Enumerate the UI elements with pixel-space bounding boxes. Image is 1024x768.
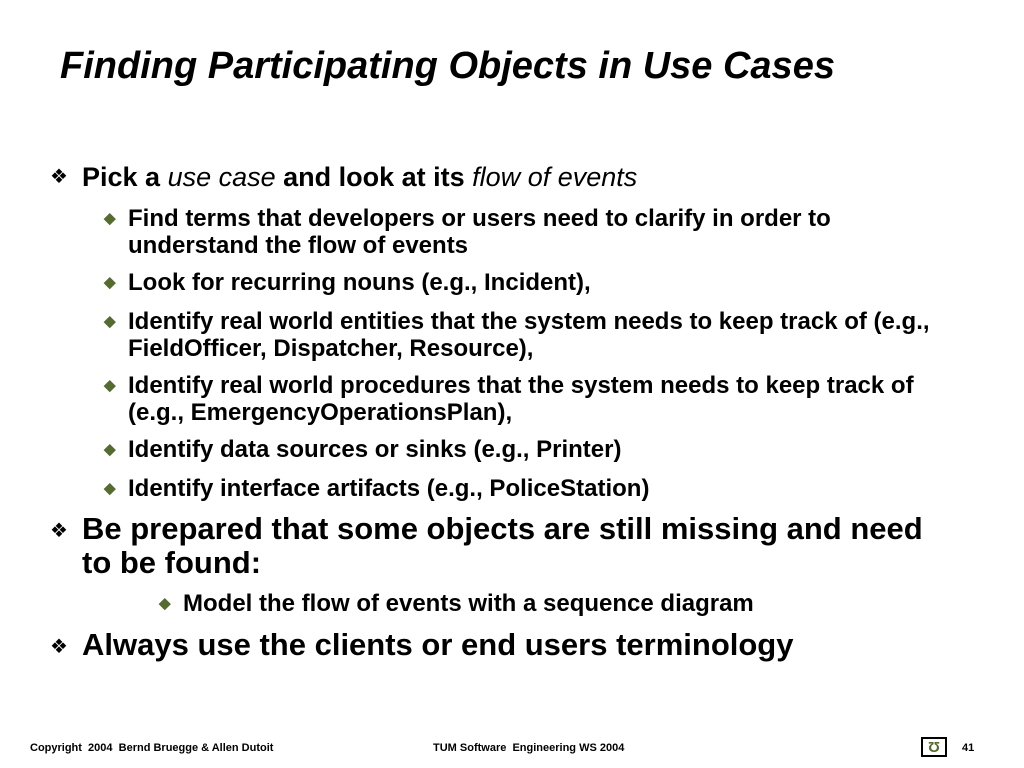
diamond-icon: ◆ — [104, 313, 116, 330]
sub-bullet-text: Find terms that developers or users need to clarify in order to understand the flow of events — [128, 205, 831, 259]
diamond-icon: ◆ — [104, 480, 116, 497]
diamond-icon: ◆ — [104, 210, 116, 227]
sub-bullet-interface-artifacts — [104, 475, 958, 502]
sub-bullet-find-terms — [104, 205, 958, 259]
bullet-text-bold: Pick a — [82, 162, 168, 192]
sub-bullet-real-world-procedures — [104, 372, 958, 426]
sub-bullet-text: Identify interface artifacts (e.g., PoliceStation) — [128, 475, 650, 502]
page-number: 41 — [962, 742, 975, 754]
sub-bullet-text: Look for recurring nouns (e.g., Incident), — [128, 269, 591, 296]
bullet-text-bold: and look at its — [275, 162, 473, 192]
footer-course: TUM Software Engineering WS 2004 — [433, 742, 625, 754]
bullet-be-prepared — [50, 511, 952, 580]
four-diamond-icon: ❖ — [50, 166, 68, 188]
diamond-icon: ◆ — [159, 595, 171, 612]
slide-title: Finding Participating Objects in Use Cases — [60, 45, 835, 87]
sub-bullet-recurring-nouns — [104, 269, 958, 296]
diamond-icon: ◆ — [104, 441, 116, 458]
diamond-icon: ◆ — [104, 377, 116, 394]
sub-bullet-model-flow — [159, 590, 1013, 617]
four-diamond-icon: ❖ — [50, 636, 68, 658]
sub-bullet-data-sources — [104, 436, 958, 463]
bullet-text-italic: flow of events — [472, 162, 638, 192]
four-diamond-icon: ❖ — [50, 520, 68, 542]
sub-bullet-real-world-entities — [104, 308, 958, 362]
sub-bullet-text: Identify real world procedures that the system needs to keep track of (e.g., EmergencyOperationsPlan), — [128, 372, 914, 426]
bullet-text: Be prepared that some objects are still missing and need to be found: — [82, 511, 923, 580]
sub-bullet-text: Identify data sources or sinks (e.g., Printer) — [128, 436, 622, 463]
bullet-always-use-terminology — [50, 627, 952, 662]
bullet-text: Always use the clients or end users terminology — [82, 627, 794, 662]
bullet-pick-a-use-case — [50, 162, 952, 192]
diamond-icon: ◆ — [104, 274, 116, 291]
bullet-text-italic: use case — [167, 162, 276, 192]
footer-copyright: Copyright 2004 Bernd Bruegge & Allen Dutoit — [30, 742, 274, 754]
sub-bullet-text: Identify real world entities that the system needs to keep track of (e.g., FieldOfficer, Dispatcher, Resource), — [128, 308, 930, 362]
tum-logo-icon: Ʊ — [921, 737, 947, 757]
sub-bullet-text: Model the flow of events with a sequence diagram — [183, 590, 754, 617]
